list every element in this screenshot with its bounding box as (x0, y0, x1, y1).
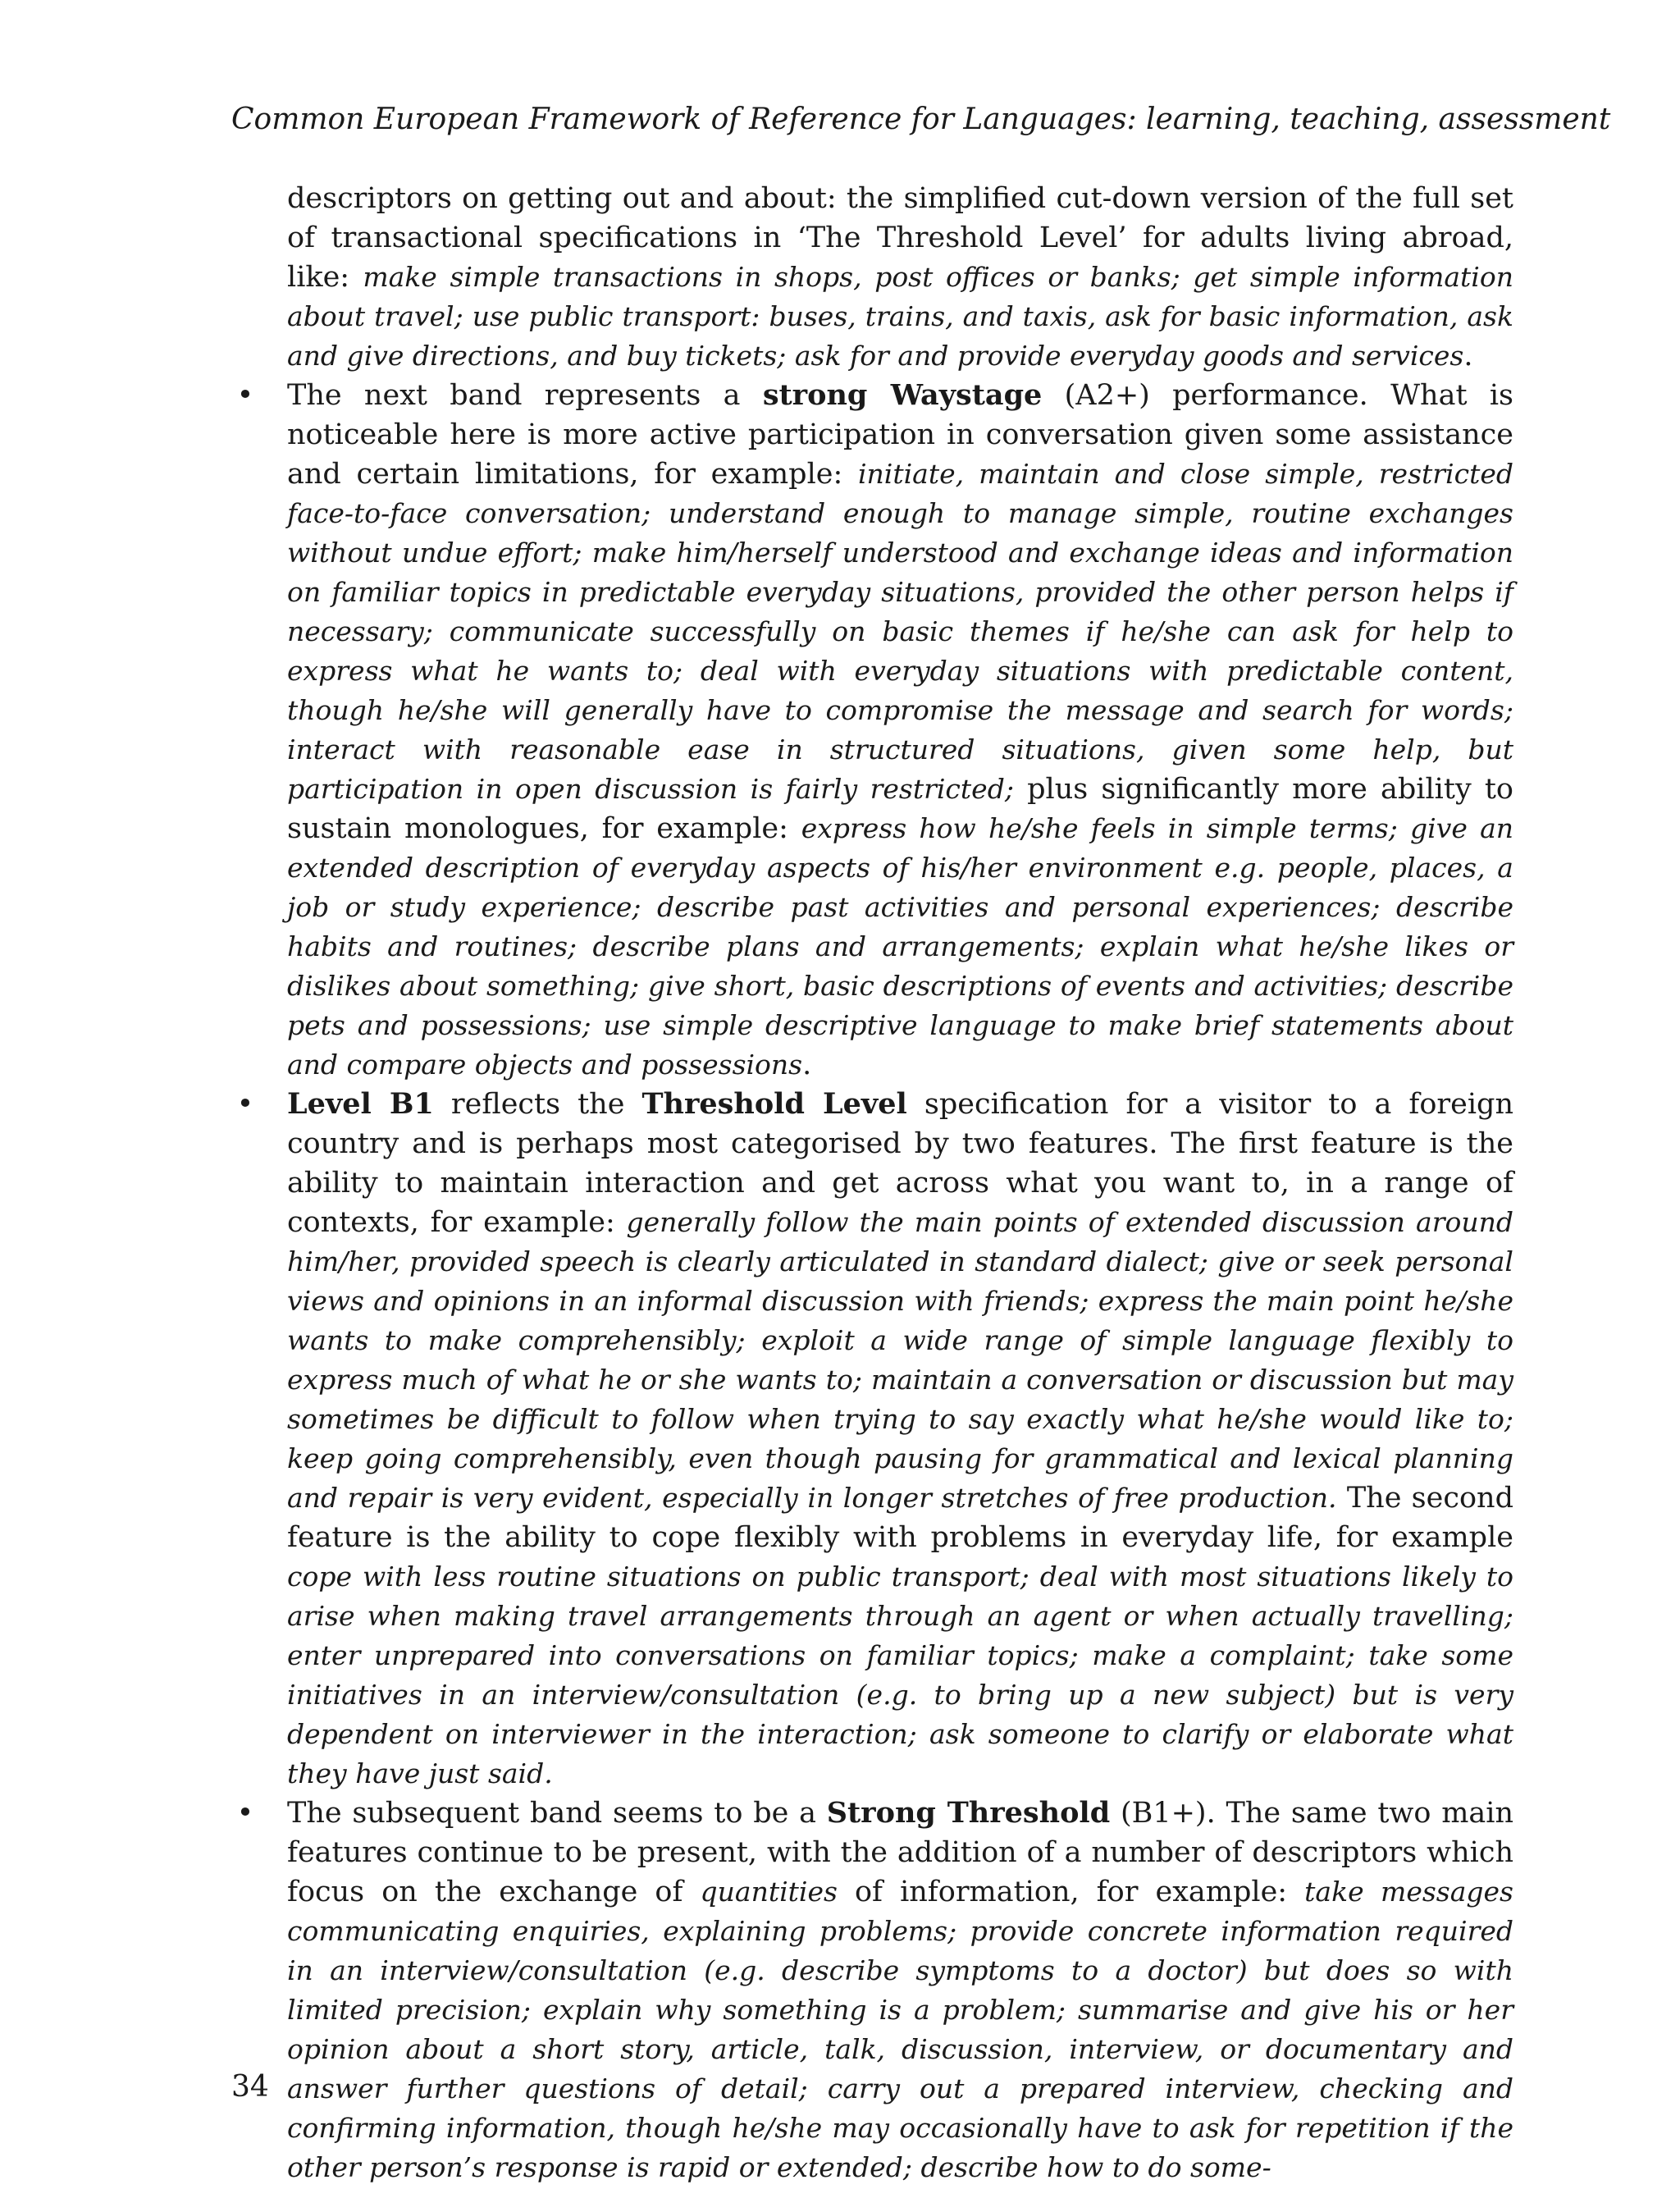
italic-run: express how he/she feels in simple terms; give an extended description of everyday aspects of his/her environment e.g. people, places, a job or study experience; describe past activities and personal experiences; describe habits and routines; describe plans and arrangements; explain what he/she likes or dislikes about something; give short, basic descriptions of events and activities; describe pets and possessions; use simple descriptive language to make brief statements about and compare objects and possessions (287, 812, 1514, 1081)
continuation-paragraph (287, 179, 1513, 376)
italic-run: generally follow the main points of extended discussion around him/her, provided speech is clearly articulated in standard dialect; give or seek personal views and opinions in an informal discussion with friends; express the main point he/she wants to make comprehensibly; exploit a wide range of simple language flexibly to express much of what he or she wants to; maintain a conversation or discussion but may sometimes be difficult to follow when trying to say exactly what he/she would like to; keep going comprehensibly, even though pausing for grammatical and lexical planning and repair is very evident, especially in longer stretches of free production. (287, 1206, 1513, 1514)
bold-term: Level B1 (287, 1087, 434, 1121)
text-run: The subsequent band seems to be a (287, 1797, 827, 1830)
bullet-item-strong-waystage (236, 376, 1514, 1085)
running-head: Common European Framework of Reference for Languages: learning, teaching, assessment (231, 103, 1611, 136)
text-run: The next band represents a (287, 379, 763, 412)
italic-run: make simple transactions in shops, post offices or banks; get simple information about travel; use public transport: buses, trains, and taxis, ask for basic information, ask and give directions, and buy tickets; ask for and provide everyday goods and services (287, 261, 1513, 372)
bold-term: strong Waystage (762, 378, 1043, 412)
text-run: reflects the (433, 1088, 642, 1121)
text-run: of information, for example: (837, 1876, 1305, 1908)
text-run: specification for a visitor to a foreign country and is perhaps most categorised by two features. The first feature is the ability to maintain interaction and get across what you want to, in a range of contexts, for example: (287, 1088, 1514, 1239)
page-number: 34 (231, 2070, 269, 2104)
text-run: (B1+). The same two main features continue to be present, with the addition of a number of descriptors which focus on the exchange of (287, 1797, 1514, 1908)
text-run: (A2+) performance. What is noticeable here is more active participation in conversation given some assistance and certain limitations, for example: (287, 379, 1513, 491)
text-run: plus significantly more ability to sustain monologues, for example: (287, 773, 1513, 845)
text-run: . (802, 1049, 812, 1081)
text-run: . (1463, 340, 1473, 372)
bullet-item-level-b1 (236, 1085, 1514, 1794)
bold-term: Strong Threshold (826, 1796, 1111, 1830)
bold-term: Threshold Level (641, 1087, 907, 1121)
text-run: descriptors on getting out and about: the simplified cut-down version of the full set of transactional specifications in ‘The Threshold Level’ for adults living abroad, like: (287, 182, 1513, 294)
italic-run: initiate, maintain and close simple, restricted face-to-face conversation; understand enough to manage simple, routine exchanges without undue effort; make him/herself understood and exchange ideas and information on familiar topics in predictable everyday situations, provided the other person helps if necessary; communicate successfully on basic themes if he/she can ask for help to express what he wants to; deal with everyday situations with predictable content, though he/she will generally have to compromise the message and search for words; interact with reasonable ease in structured situations, given some help, but participation in open discussion is fairly restricted; (287, 458, 1513, 805)
italic-run: take messages communicating enquiries, explaining problems; provide concrete information required in an interview/consultation (e.g. describe symptoms to a doctor) but does so with limited precision; explain why something is a problem; summarise and give his or her opinion about a short story, article, talk, discussion, interview, or documentary and answer further questions of detail; carry out a prepared interview, checking and confirming information, though he/she may occasionally have to ask for repetition if the other person’s response is rapid or extended; describe how to do some- (287, 1876, 1513, 2183)
italic-run: quantities (700, 1876, 838, 1908)
bullet-icon: • (236, 379, 254, 412)
italic-run: cope with less routine situations on public transport; deal with most situations likely to arise when making travel arrangements through an agent or when actually travelling; enter unprepared into conversations on familiar topics; make a complaint; take some initiatives in an interview/consultation (e.g. to bring up a new subject) but is very dependent on interviewer in the interaction; ask someone to clarify or elaborate what they have just said. (287, 1561, 1513, 1789)
text-run: The second feature is the ability to cope flexibly with problems in everyday life, for example (287, 1482, 1513, 1554)
bullet-icon: • (236, 1088, 254, 1121)
bullet-icon: • (236, 1797, 254, 1830)
